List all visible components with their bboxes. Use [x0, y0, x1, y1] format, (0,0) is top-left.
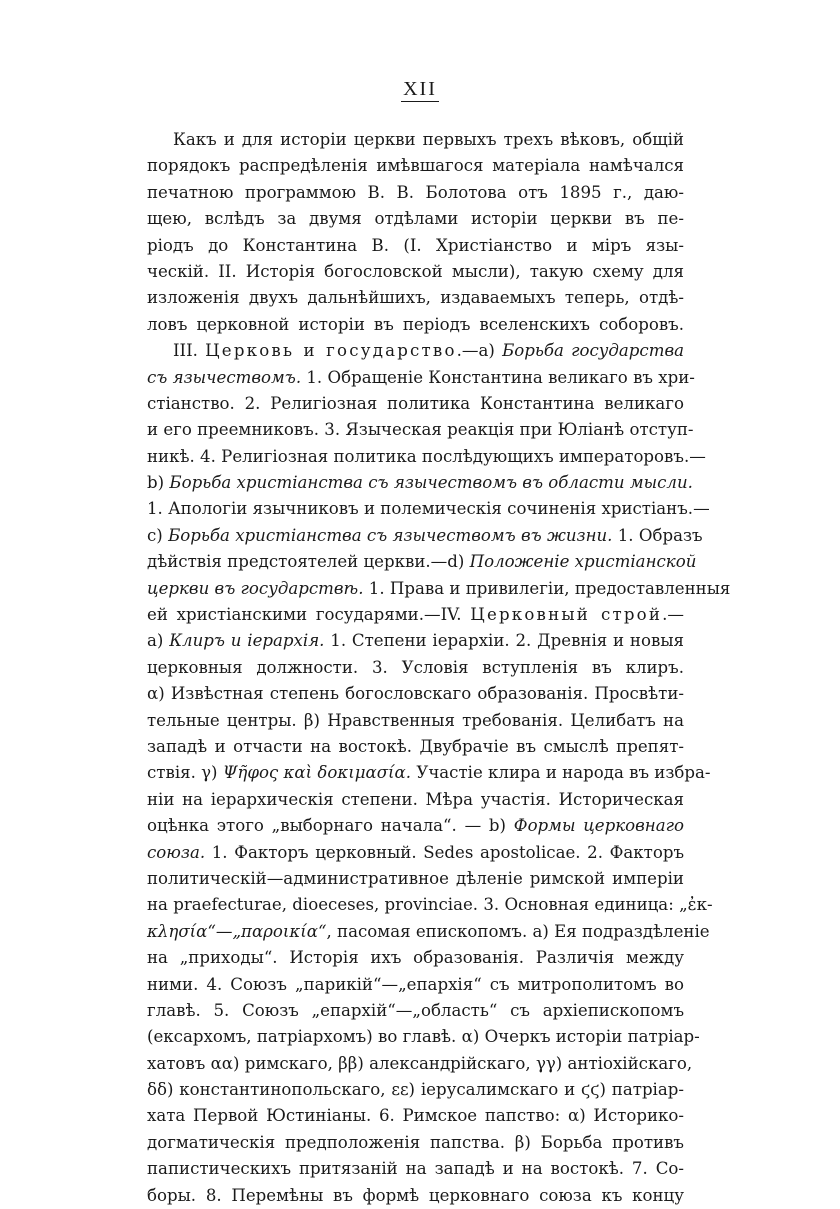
text-line: церковныя должности. 3. Условія вступленія въ клиръ.	[147, 657, 684, 677]
text-line: на praefecturae, dioeceses, provinciae. 3. Основная единица: „ἐκ-	[147, 895, 713, 915]
text-line	[147, 523, 703, 549]
text-fragment: 1. Обращеніе Константина великаго въ хри-	[306, 367, 695, 387]
text-line: тельные центры. β) Нравственныя требованія. Целибатъ на	[147, 710, 684, 730]
body-text	[147, 127, 731, 1209]
section-heading: Церковь и государство	[205, 341, 457, 361]
page-number-label: XII	[403, 78, 437, 100]
text-fragment: c)	[147, 525, 163, 545]
greek-phrase: Ψῆφος καὶ δοκιμασία.	[222, 763, 412, 783]
text-line	[147, 365, 695, 391]
text-line: западѣ и отчасти на востокѣ. Двубрачіе въ смыслѣ препят-	[147, 736, 684, 756]
text-fragment: 1. Степени іерархіи. 2. Древнія и новыя	[330, 631, 684, 651]
greek-phrase: κλησία“—„παροικία“	[147, 921, 327, 941]
text-line: щею, вслѣдъ за двумя отдѣлами исторіи церкви въ пе-	[147, 209, 684, 229]
text-line	[147, 338, 684, 364]
subsection-heading: Борьба христіанства съ язычествомъ въ области мысли.	[169, 473, 693, 493]
text-fragment: ей христіанскими государями.—IV.	[147, 605, 462, 625]
text-fragment: .—	[662, 605, 684, 625]
text-line: ними. 4. Союзъ „парикій“—„епархія“ съ митрополитомъ во	[147, 974, 684, 994]
text-line	[147, 549, 697, 575]
subsection-heading: Формы церковнаго	[513, 816, 684, 836]
text-line	[147, 840, 684, 866]
text-line: ріодъ до Константина В. (I. Христіанство и міръ язы-	[147, 235, 684, 255]
text-line: политическій—административное дѣленіе римской имперіи	[147, 868, 684, 888]
text-line: ловъ церковной исторіи въ періодъ вселенскихъ соборовъ.	[147, 314, 684, 334]
text-fragment: .—a)	[456, 341, 495, 361]
subsection-heading: Положеніе христіанской	[469, 552, 697, 572]
text-line	[147, 470, 693, 496]
text-fragment: b)	[147, 473, 165, 493]
text-fragment: 1. Образъ	[617, 525, 703, 545]
text-line: хатовъ αα) римскаго, ββ) александрійскаго, γγ) антіохійскаго,	[147, 1053, 693, 1073]
section-heading: Церковный строй	[470, 605, 663, 625]
subsection-heading: Клиръ и іерархія.	[169, 631, 325, 651]
text-line: боры. 8. Перемѣны въ формѣ церковнаго союза къ концу	[147, 1185, 684, 1205]
subsection-heading: Борьба христіанства съ язычествомъ въ жизни.	[168, 525, 613, 545]
text-line	[147, 602, 684, 628]
text-fragment: дѣйствія предстоятелей церкви.—d)	[147, 552, 465, 572]
text-line: изложенія двухъ дальнѣйшихъ, издаваемыхъ теперь, отдѣ-	[147, 288, 684, 308]
text-line: порядокъ распредѣленія имѣвшагося матеріала намѣчался	[147, 156, 684, 176]
text-line: 1. Апологіи язычниковъ и полемическія сочиненія христіанъ.—	[147, 499, 710, 519]
text-line: на „приходы“. Исторія ихъ образованія. Различія между	[147, 948, 684, 968]
text-line: печатною программою В. В. Болотова отъ 1895 г., даю-	[147, 182, 684, 202]
subsection-heading: союза.	[147, 842, 206, 862]
text-fragment: 1. Факторъ церковный. Sedes apostolicae. 2. Факторъ	[211, 842, 685, 862]
text-fragment: оцѣнка этого „выборнаго начала“. — b)	[147, 816, 507, 836]
page-number	[0, 78, 840, 102]
text-line	[147, 919, 710, 945]
text-fragment: Участіе клира и народа въ избра-	[416, 763, 711, 783]
text-fragment: 1. Права и привилегіи, предоставленныя	[368, 578, 731, 598]
text-line	[147, 576, 731, 602]
text-line: Какъ и для исторіи церкви первыхъ трехъ вѣковъ, общій	[173, 130, 684, 149]
subsection-heading: церкви въ государствѣ.	[147, 578, 364, 598]
text-line: хата Первой Юстиніаны. 6. Римское папство: α) Историко-	[147, 1106, 684, 1126]
text-line: папистическихъ притязаній на западѣ и на востокѣ. 7. Со-	[147, 1159, 684, 1179]
section-number: III.	[173, 341, 198, 361]
text-line	[147, 813, 684, 839]
subsection-heading: съ язычествомъ.	[147, 367, 302, 387]
text-line: главѣ. 5. Союзъ „епархій“—„область“ съ архіепископомъ	[147, 1000, 684, 1020]
text-line: стіанство. 2. Религіозная политика Константина великаго	[147, 393, 684, 413]
subsection-heading: Борьба государства	[502, 341, 684, 361]
text-line: δδ) константинопольскаго, εε) іерусалимскаго и ϛϛ) патріар-	[147, 1080, 684, 1100]
text-line: (ексархомъ, патріархомъ) во главѣ. α) Очеркъ исторіи патріар-	[147, 1027, 700, 1047]
text-fragment: , пасомая епископомъ. a) Ея подраздѣленіе	[326, 921, 710, 941]
text-fragment: ствія. γ)	[147, 763, 218, 783]
text-line: ніи на іерархическія степени. Мѣра участія. Историческая	[147, 789, 684, 809]
text-fragment: a)	[147, 631, 164, 651]
text-line	[147, 760, 711, 786]
text-line: никѣ. 4. Религіозная политика послѣдующихъ императоровъ.—	[147, 446, 706, 466]
text-line: ческій. II. Исторія богословской мысли), такую схему для	[147, 261, 684, 281]
text-line: догматическія предположенія папства. β) Борьба противъ	[147, 1132, 684, 1152]
text-line: и его преемниковъ. 3. Языческая реакція при Юліанѣ отступ-	[147, 420, 694, 440]
text-line	[147, 628, 684, 654]
text-line: α) Извѣстная степень богословскаго образованія. Просвѣти-	[147, 684, 684, 704]
